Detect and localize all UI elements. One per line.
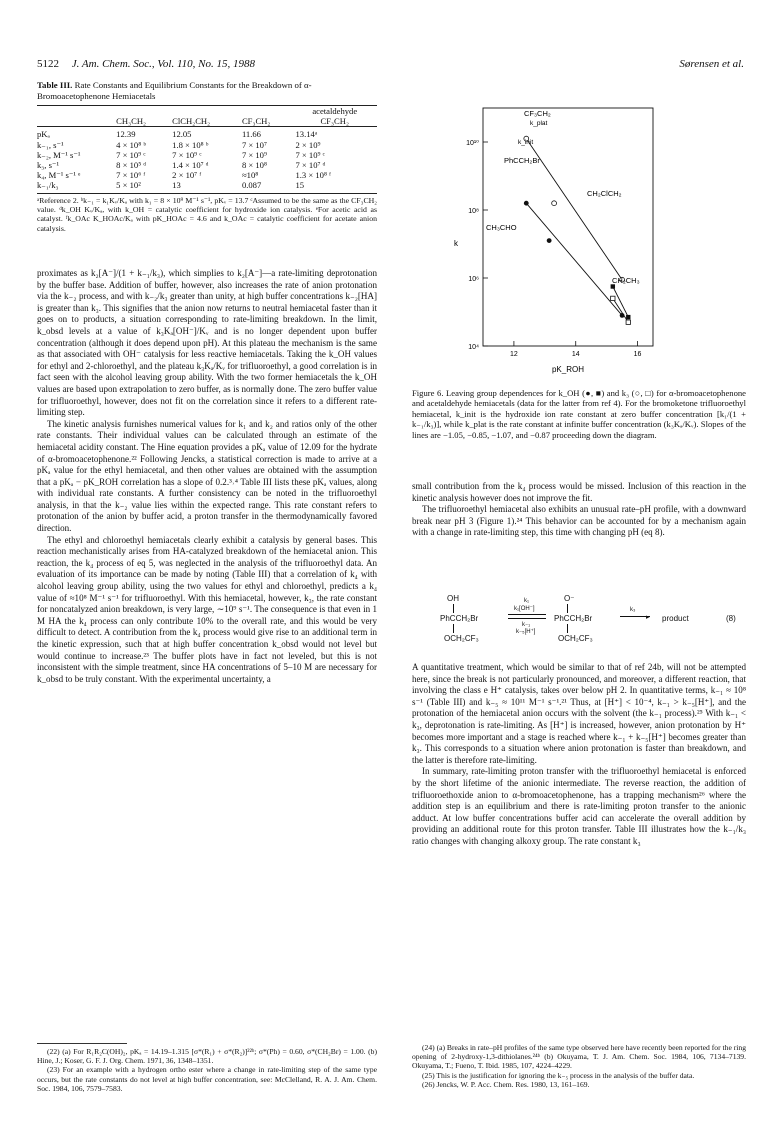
eq-k-5: k₋₅[H⁺] (516, 629, 536, 635)
x-tick-label: 16 (633, 351, 642, 358)
figure-6 (440, 102, 700, 374)
eq-right-mid: PhCCH₂Br (554, 614, 593, 623)
table-cell: 1.8 × 10⁸ ᵇ (172, 139, 209, 150)
right-column-text-top (412, 481, 746, 539)
journal-citation: J. Am. Chem. Soc., Vol. 110, No. 15, 1988 (71, 58, 255, 70)
figure-6-plot (440, 102, 700, 374)
table-cell: ≈10⁸ (241, 170, 259, 181)
eq-left-top: OH (447, 594, 459, 603)
table-cell: 7 × 10⁹ (241, 149, 267, 160)
table-caption-text: Rate Constants and Equilibrium Constants for the Breakdown of α-Bromoacetophenone Hemiacetals (37, 80, 312, 101)
table-cell: 7 × 10⁹ ᶜ (172, 149, 202, 160)
footnote: (23) For an example with a hydrogen ortho ester where a change in rate-limiting step of the same type occurs, but the rate constants do not level at high buffer concentration, see: McClelland, R. A. J. Am. Chem. Soc. 1984, 106, 7579–7583. (37, 1065, 377, 1093)
annotation-phcch2br: PhCCH₂Br (504, 156, 540, 165)
table-cell: 1.3 × 10⁸ ᶠ (295, 170, 331, 181)
table-cell: 8 × 10⁵ ᵈ (116, 160, 147, 171)
table-cell: 12.39 (116, 129, 136, 140)
table-header-row (37, 116, 377, 127)
annotation-kplat: k_plat (530, 120, 548, 127)
paragraph: small contribution from the k₄ process would be missed. Inclusion of this reaction in the kinetic analysis however does not improve the fit. (412, 481, 746, 503)
regression-lines (526, 139, 628, 323)
table-cell: 4 × 10⁸ ᵇ (116, 139, 147, 150)
table-cell: 7 × 10⁷ ᵈ (295, 160, 326, 171)
right-footnotes (412, 1043, 746, 1089)
table-row (37, 129, 377, 139)
table-cell: 7 × 10⁹ ᶜ (116, 149, 146, 160)
footnote: (22) (a) For R₁R₂C(OH)₂, pKₐ = 14.19–1.315 [σ*(R₁) + σ*(R₂)]²²ᵇ; σ*(Ph) = 0.60, σ*(CH₂Br) = 1.00. (b) Hine, J.; Koser, G. F. J. Org. Chem. 1971, 36, 1348–1351. (37, 1047, 377, 1066)
eq-left-mid: PhCCH₂Br (440, 614, 479, 623)
table-footnote: ᵃReference 2. ᵇk₋₁ = k₁Kᵥ/Kₐ with k₁ = 8 × 10⁹ M⁻¹ s⁻¹, pKᵥ = 13.7 ᶜAssumed to be the same as the CF₃CH₂ value. ᵈk_OH Kᵥ/Kₐ, with k_OH = catalytic coefficient for hydroxide ion catalysis. ᵉFor acetic acid as catalyst. ᶠk_OAc K_HOAc/Kₐ with pK_HOAc = 4.6 and k_OAc = catalytic coefficient for acetate anion catalysis. (37, 195, 377, 233)
table-caption (37, 80, 377, 101)
table-row (37, 140, 377, 150)
paragraph: The kinetic analysis furnishes numerical values for k₁ and k₂ and ratios only of the other rate constants. Their individual values can be calculated through an estimate of the hemiacetal acidity constant. The Hine equation provides a pKₐ value of 12.09 for the hydrate of α-bromoacetophenone.²² Following Jencks, a statistical correction is made to arrive at a pKₐ value for the ethyl hemiacetal, and then other values are obtained with the assumption that a pKₐ − pK_ROH correlation has a slope of 0.2.³˒⁴ Table III lists these pKₐ values, along with individual rate constants. A further consistency can be noted in the trifluoroethyl analysis, in that the k₋₂ value lies within the expected range. This rate constant refers to protonation of the anion by buffer acid, a proton transfer in the thermodynamically favored direction. (37, 418, 377, 534)
table-cell: 7 × 10⁷ (241, 139, 267, 150)
paragraph: In summary, rate-limiting proton transfer with the trifluoroethyl hemiacetal is enforced by the short lifetime of the anionic intermediate. The reverse reaction, the addition of trifluoroethoxide anion to α-bromoacetophenone, has a trapping mechanism²⁶ where the addition step is an equilibrium and there is rate-limiting proton transfer to the anionic adduct. At low buffer concentrations buffer acid can accelerate the overall addition by providing an additional route for this proton transfer. Table III illustrates how the k₋₁/k₃ ratio changes with changing alkoxy group. The rate constant k₃ (412, 766, 746, 846)
y-tick-label: 10⁸ (468, 208, 479, 215)
table-cell: 5 × 10² (116, 180, 141, 191)
page-number: 5122 (37, 58, 59, 70)
table-cell: 8 × 10⁸ (241, 160, 267, 171)
table-iii (37, 80, 377, 233)
table-header-cell: CF₃CH₂ (320, 116, 349, 127)
table-cell: 7 × 10⁶ ᶠ (116, 170, 146, 181)
table-header-cell: CH₃CH₂ (116, 116, 147, 127)
eq-k1-oh: k₁[OH⁻] (514, 606, 535, 612)
table-cell: 11.66 (241, 129, 261, 140)
paragraph: The trifluoroethyl hemiacetal also exhibits an unusual rate–pH profile, with a downward break near pH 3 (Figure 1).²⁴ This behavior can be accounted for by a mechanism again with a change in rate-limiting step, this time with changing pH (eq 8). (412, 504, 746, 538)
table-header-cell (37, 116, 116, 127)
data-point (547, 238, 552, 243)
data-point (611, 296, 615, 300)
footnote: (25) This is the justification for ignoring the k₋₅ process in the analysis of the buffer data. (422, 1070, 695, 1080)
eq-right-top: O⁻ (564, 594, 575, 603)
table-row (37, 160, 377, 170)
data-point (524, 201, 529, 206)
table-row (37, 150, 377, 160)
rate-constants-table (37, 106, 377, 191)
annotation-ch2clch2: CH₂ClCH₂ (587, 189, 622, 198)
table-cell: k₋₁/k₃ (37, 180, 59, 191)
footnote: (24) (a) Breaks in rate–pH profiles of the same type observed here have recently been reported for the ring opening of 2-hydroxy-1,3-dithiolanes.²⁴ᵇ (b) Okuyama, T. J. Am. Chem. Soc. 1984, 106, 7134–7139. Okuyama, T.; Fueno, T. Ibid. 1985, 107, 4224–4229. (412, 1043, 746, 1071)
y-tick-label: 10⁴ (468, 344, 479, 351)
running-authors: Sørensen et al. (679, 58, 744, 70)
axis-ticks (466, 139, 641, 358)
x-axis-label: pK_ROH (551, 365, 585, 374)
table-row (37, 170, 377, 180)
y-tick-label: 10¹⁰ (466, 140, 479, 147)
table-cell: 1.4 × 10⁷ ᵈ (172, 160, 209, 171)
left-column-text (37, 268, 377, 685)
table-cell: k₄, M⁻¹ s⁻¹ ᵉ (37, 170, 81, 181)
table-cell: 2 × 10⁹ (295, 139, 321, 150)
data-points (524, 136, 631, 324)
eq-k-1: k₋₁ (522, 622, 531, 628)
paragraph: A quantitative treatment, which would be similar to that of ref 24b, will not be attempted here, since the break is not particularly pronounced, and moreover, a different reaction, that involving the class e H⁺ catalysis, takes over below pH 2. In quantitative terms, k₋₁ ≈ 10⁸ s⁻¹ (Table III) and k₋₅ ≈ 10¹¹ M⁻¹ s⁻¹.²¹ Thus, at [H⁺] < 10⁻⁴, k₋₁ > k₋₅[H⁺], and the protonation of the hemiacetal anion occurs with the solvent (the k₋₁ process).²⁵ With k₋₁ < k₃, deprotonation is rate-limiting. As [H⁺] is increased, however, anion protonation by H⁺ becomes more important and a stage is reached where k₋₁ + k₋₅[H⁺] becomes greater than k₃. This corresponds to a situation where anion protonation is faster than breakdown, and the latter is therefore rate-limiting. (412, 662, 746, 765)
table-cell: k₋₁, s⁻¹ (37, 139, 64, 150)
x-tick-label: 12 (510, 351, 518, 358)
table-header-cell: ClCH₂CH₂ (172, 116, 211, 127)
annotation-ch3cho: CH₃CHO (486, 223, 517, 232)
table-row (37, 180, 377, 190)
eq-left-bot: OCH₂CF₃ (444, 634, 479, 643)
right-column-text-bottom (412, 662, 746, 848)
data-point (626, 315, 630, 319)
eq-k1: k₁ (524, 598, 530, 604)
table-cell: 13 (172, 180, 181, 191)
x-tick-label: 14 (571, 351, 580, 358)
paragraph: proximates as k₂[A⁻]/(1 + k₋₁/k₃), which simplies to k₂[A⁻]—a rate-limiting deprotonation by the buffer base. Addition of buffer, however, also increases the rate of anion protonation via the k₋₂ process, and with k₋₂/k₃ greater than unity, at high buffer concentrations k₋₂[HA] is greater than k₃. This signifies that the anion now returns to neutral hemiacetal faster than it goes on to products, a situation corresponding to rate-limiting breakdown. In the limit, k_obsd levels at a value of k₃Kₐ[OH⁻]/Kᵥ and is no longer dependent upon buffer concentration (although it does depend upon pH). At this plateau the mechanism is the same as that associated with OH⁻ catalysis for less reactive hemiacetals. Taking the k_OH values for ethyl and 2-chloroethyl, and the plateau k₃Kₐ/Kᵥ for trifluoroethyl, a good correlation is in fact seen with the alcohol leaving group ability. With the two former hemiacetals the k_OH values are based upon extrapolation to zero buffer, as is normally done. The zero buffer value for trifluoroethyl, however, does not fit on the correlation since it refers to a different rate-limiting step. (37, 268, 377, 418)
annotation-ch2ch3: CH₂CH₃ (612, 276, 640, 285)
table-cell: 12.05 (172, 129, 192, 140)
col-super-header: acetaldehyde (312, 106, 358, 116)
eq-product: product (662, 614, 689, 623)
table-caption-label: Table III. (37, 80, 73, 90)
data-point (626, 320, 630, 324)
left-footnotes (37, 1043, 377, 1093)
y-tick-label: 10⁶ (468, 276, 479, 283)
figure-caption: Figure 6. Leaving group dependences for k_OH (●, ■) and k₃ (○, □) for α-bromoacetophenone and acetaldehyde hemiacetals (data for the latter from ref 4). For the bromoketone trifluoroethyl hemiacetal, k_init is the hydroxide ion rate constant at zero buffer concentration [k₁/(1 + k₋₁/k₃)], while k_plat is the rate constant at infinite buffer concentration (k₃Kₐ/Kᵥ). Slopes of the lines are −1.05, −0.85, −1.07, and −0.87 proceeding down the diagram. (412, 388, 746, 440)
table-cell: 7 × 10⁹ ᶜ (295, 149, 325, 160)
y-axis-label: k (454, 239, 458, 248)
table-cell: 2 × 10⁷ ᶠ (172, 170, 202, 181)
page-header (37, 58, 255, 70)
table-cell: 15 (295, 180, 305, 191)
series-line (526, 139, 622, 280)
annotation-kinit: k_init (518, 139, 534, 146)
paragraph: The ethyl and chloroethyl hemiacetals clearly exhibit a catalysis by general bases. This reaction mechanistically arises from HA-catalyzed breakdown of the hemiacetal anion. This reaction, the k₄ process of eq 5, was neglected in the analysis of the trifluoroethyl data. An evaluation of its importance can be made by noting (Table III) that a correlation of k₄ with alcohol leaving group ability, using the two values for ethyl and chloroethyl, predicts a k₄ value of ≈10⁸ M⁻¹ s⁻¹ for trifluoroethyl. With this hemiacetal, however, k₃, the rate constant for noncatalyzed anion breakdown, is very large, ∼10⁹ s⁻¹. The consequence is that even in 1 M HA the k₄ process can only contribute 10% to the overall rate, and this would be very difficult to detect. A contribution from the k₄ process would give rise to an additional term in the kinetic expression, such that at high buffer concentration k_obsd would not level but would continue to increase.²³ The buffer plots have in fact not leveled, but this is not inconsistent with the simple treatment, since HA concentrations of 5–10 M are necessary for k_obsd to be truly constant. With the experimental uncertainty, a (37, 534, 377, 684)
table-cell: k₃, s⁻¹ (37, 160, 60, 171)
equation-8: OH PhCCH₂Br OCH₂CF₃ k₁ k₁[OH⁻] k₋₁ k₋₅[H⁺] O⁻ PhCCH₂Br OCH₂CF₃ k₃ ▸ product (8) (440, 594, 736, 643)
eq-number: (8) (726, 614, 736, 623)
table-cell: 0.087 (241, 180, 262, 191)
table-cell: 13.14ᵃ (295, 129, 318, 140)
table-cell: pKₐ (37, 129, 50, 140)
eq-right-bot: OCH₂CF₃ (558, 634, 593, 643)
table-cell: k₋₂, M⁻¹ s⁻¹ (37, 149, 81, 160)
annotation-cf3ch2: CF₃CH₂ (524, 109, 551, 118)
data-point (620, 313, 625, 318)
table-header-cell: CF₃CH₂ (241, 116, 271, 127)
footnote: (26) Jencks, W. P. Acc. Chem. Res. 1980, 13, 161–169. (422, 1079, 590, 1089)
data-point (552, 201, 557, 206)
eq-k3: k₃ (630, 607, 636, 613)
